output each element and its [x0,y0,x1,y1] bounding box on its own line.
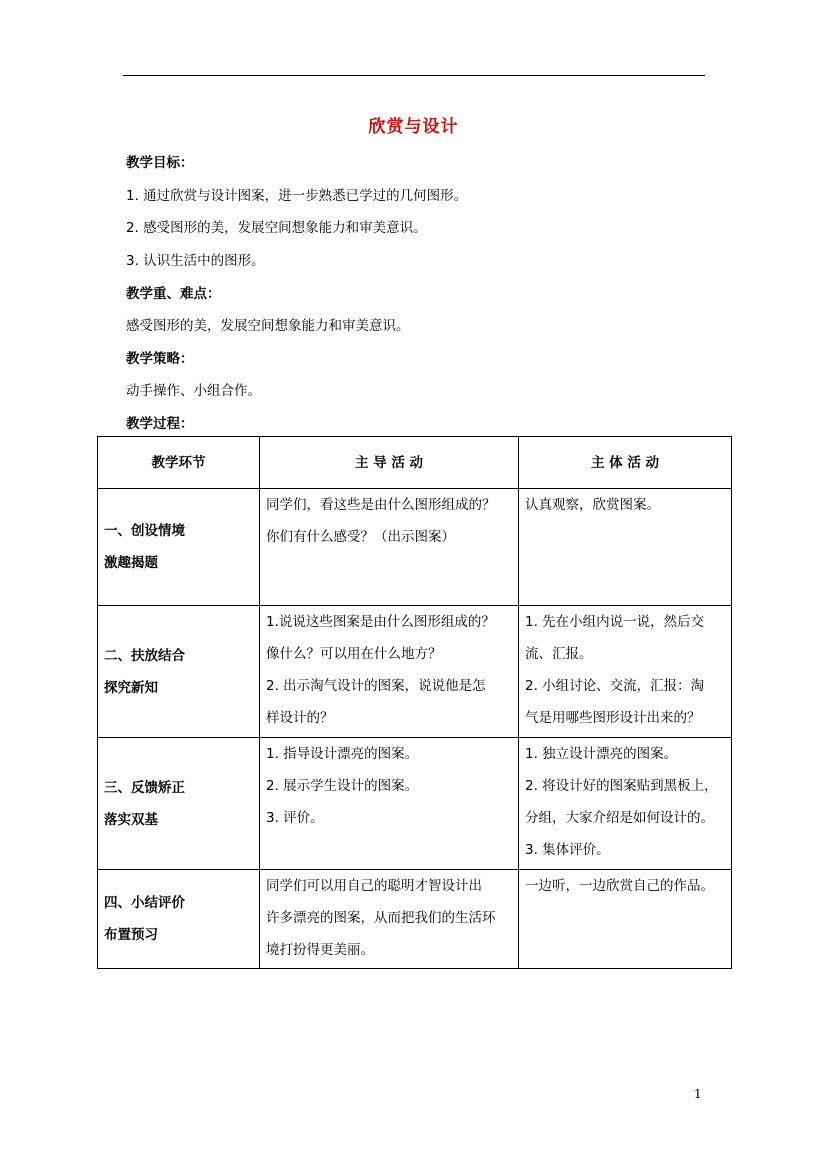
table-row [98,606,732,738]
lead-line: 同学们，看这些是由什么图形组成的？ [266,497,496,513]
key-points-text: 感受图形的美，发展空间想象能力和审美意识。 [126,318,410,334]
strategy-text: 动手操作、小组合作。 [126,383,261,399]
stage-line: 三、反馈矫正 [104,779,185,796]
stage-cell [98,489,260,606]
document-title: 欣赏与设计 [368,117,459,137]
lesson-process-table [97,436,732,969]
lead-line: 2. 展示学生设计的图案。 [266,778,419,794]
header-rule [123,75,705,76]
student-line: 分组，大家介绍是如何设计的。 [525,810,714,826]
lead-activity-cell [260,738,519,870]
key-points-heading: 教学重、难点： [126,286,221,302]
lead-activity-cell [260,489,519,606]
table-row [98,738,732,870]
lead-line: 像什么？可以用在什么地方？ [266,646,442,662]
lead-line: 境打扮得更美丽。 [266,942,374,958]
objective-2: 2. 感受图形的美，发展空间想象能力和审美意识。 [126,220,427,236]
student-activity-cell [519,606,732,738]
lead-line: 3. 评价。 [266,810,324,826]
lead-line: 许多漂亮的图案，从而把我们的生活环 [266,910,496,926]
student-activity-cell [519,870,732,969]
student-line: 2. 将设计好的图案贴到黑板上， [525,778,718,794]
table-row [98,489,732,606]
stage-line: 布置预习 [104,927,158,943]
stage-cell [98,870,260,969]
student-line: 气是用哪些图形设计出来的？ [525,710,701,726]
process-heading: 教学过程： [126,416,194,432]
header-stage: 教学环节 [98,437,260,489]
stage-line: 落实双基 [104,811,158,828]
objective-3: 3. 认识生活中的图形。 [126,253,265,269]
stage-line: 探究新知 [104,679,158,696]
lead-line: 样设计的？ [266,710,334,726]
stage-line: 激趣揭题 [104,555,158,571]
page-number: 1 [694,1087,702,1101]
student-line: 认真观察，欣赏图案。 [525,497,660,513]
stage-line: 四、小结评价 [104,895,185,911]
lead-line: 1. 指导设计漂亮的图案。 [266,746,419,762]
lead-line: 2. 出示淘气设计的图案，说说他是怎 [266,678,486,694]
stage-cell [98,606,260,738]
student-line: 1. 独立设计漂亮的图案。 [525,746,678,762]
student-line: 1. 先在小组内说一说，然后交 [525,614,705,630]
student-activity-cell [519,489,732,606]
stage-line: 一、创设情境 [104,523,185,539]
lead-line: 同学们可以用自己的聪明才智设计出 [266,878,482,894]
lead-line: 1.说说这些图案是由什么图形组成的？ [266,614,495,630]
table-row [98,870,732,969]
lead-line: 你们有什么感受？（出示图案） [266,529,455,545]
lead-activity-cell [260,606,519,738]
table-header-row [98,437,732,489]
header-student-activity: 主 体 活 动 [519,437,732,489]
strategy-heading: 教学策略： [126,351,194,367]
student-line: 2. 小组讨论、交流，汇报：淘 [525,678,705,694]
stage-line: 二、扶放结合 [104,647,185,664]
student-line: 流、汇报。 [525,646,593,662]
stage-cell [98,738,260,870]
lead-activity-cell [260,870,519,969]
student-activity-cell [519,738,732,870]
student-line: 一边听，一边欣赏自己的作品。 [525,878,714,894]
objective-1: 1. 通过欣赏与设计图案，进一步熟悉已学过的几何图形。 [126,188,468,204]
header-lead-activity: 主 导 活 动 [260,437,519,489]
objectives-heading: 教学目标： [126,155,194,171]
student-line: 3. 集体评价。 [525,842,610,858]
